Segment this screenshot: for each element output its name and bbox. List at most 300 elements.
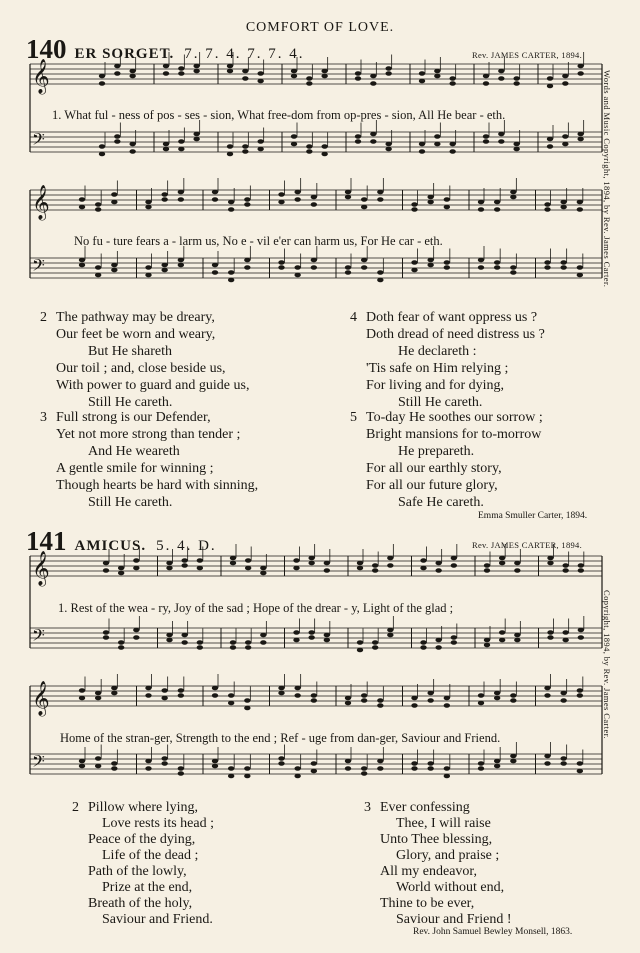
note-head [324, 568, 330, 573]
note-head [244, 766, 250, 771]
copyright-notice: Copyright, 1894, by Rev. James Carter. [602, 590, 612, 739]
note-head [510, 190, 516, 195]
verse-line: But He shareth [88, 344, 172, 359]
note-head [385, 66, 391, 71]
note-head [544, 761, 550, 766]
note-head [133, 628, 139, 633]
note-head [544, 207, 550, 212]
verse-line: For all our future glory, [366, 478, 498, 493]
note-head [181, 558, 187, 563]
note-head [227, 144, 233, 149]
note-head [544, 260, 550, 265]
verse-line: For all our earthly story, [366, 461, 502, 476]
note-head [377, 270, 383, 275]
note-head [419, 79, 425, 84]
note-head [111, 268, 117, 273]
note-head [161, 696, 167, 701]
note-head [163, 64, 169, 69]
note-head [510, 759, 516, 764]
note-head [484, 563, 490, 568]
note-head [79, 764, 85, 769]
note-head [547, 144, 553, 149]
note-head [377, 703, 383, 708]
note-head [166, 566, 172, 571]
verse-line: Unto Thee blessing, [380, 832, 493, 847]
verse-line: A gentle smile for winning ; [56, 461, 214, 476]
note-head [260, 571, 266, 576]
note-head [242, 76, 248, 81]
note-head [95, 273, 101, 278]
note-head [193, 132, 199, 137]
note-head [178, 688, 184, 693]
note-head [411, 260, 417, 265]
note-head [451, 563, 457, 568]
note-head [197, 558, 203, 563]
verse-number: 2 [40, 310, 47, 325]
lyrics-line: 1. Rest of the wea - ry, Joy of the sad ; Hope of the drear - y, Light of the glad ; [58, 601, 454, 615]
note-head [355, 71, 361, 76]
note-head [129, 74, 135, 79]
note-head [181, 640, 187, 645]
note-head [494, 764, 500, 769]
note-head [494, 265, 500, 270]
note-head [228, 270, 234, 275]
note-head [577, 64, 583, 69]
note-head [145, 686, 151, 691]
verse-line: And He weareth [88, 444, 180, 459]
note-head [79, 258, 85, 263]
note-head [560, 205, 566, 210]
note-head [377, 190, 383, 195]
note-head [560, 691, 566, 696]
note-head [291, 74, 297, 79]
composer-credit: Rev. JAMES CARTER, 1894. [472, 50, 583, 60]
note-head [562, 81, 568, 86]
note-head [306, 76, 312, 81]
note-head [99, 152, 105, 157]
note-head [361, 698, 367, 703]
note-head [478, 701, 484, 706]
note-head [377, 759, 383, 764]
verse-number: 5 [350, 410, 357, 425]
note-head [244, 258, 250, 263]
note-head [114, 139, 120, 144]
note-head [372, 640, 378, 645]
note-head [427, 691, 433, 696]
verse-line: Our feet be worn and weary, [56, 327, 216, 342]
note-head [345, 195, 351, 200]
note-head [494, 260, 500, 265]
note-head [577, 273, 583, 278]
note-head [494, 691, 500, 696]
note-head [228, 278, 234, 283]
note-head [514, 568, 520, 573]
note-head [547, 76, 553, 81]
note-head [95, 691, 101, 696]
note-head [129, 149, 135, 154]
note-head [244, 706, 250, 711]
note-head [103, 561, 109, 566]
note-head [385, 147, 391, 152]
note-head [577, 137, 583, 142]
verse-line: Doth fear of want oppress us ? [366, 310, 538, 325]
note-head [478, 258, 484, 263]
note-head [166, 561, 172, 566]
note-head [483, 81, 489, 86]
note-head [145, 200, 151, 205]
note-head [103, 568, 109, 573]
note-head [228, 693, 234, 698]
note-head [114, 134, 120, 139]
note-head [355, 134, 361, 139]
note-head [370, 81, 376, 86]
note-head [578, 628, 584, 633]
note-head [419, 71, 425, 76]
note-head [245, 640, 251, 645]
note-head [278, 761, 284, 766]
note-head [163, 147, 169, 152]
note-head [444, 265, 450, 270]
note-head [577, 688, 583, 693]
note-head [514, 633, 520, 638]
note-head [444, 696, 450, 701]
note-head [257, 147, 263, 152]
note-head [372, 645, 378, 650]
note-head [544, 693, 550, 698]
note-head [345, 696, 351, 701]
verse-line: Yet not more strong than tender ; [56, 427, 241, 442]
note-head [361, 771, 367, 776]
note-head [562, 638, 568, 643]
note-head [95, 696, 101, 701]
note-head [111, 192, 117, 197]
note-head [228, 200, 234, 205]
note-head [513, 81, 519, 86]
verse-block-right [364, 800, 604, 935]
note-head [294, 197, 300, 202]
note-head [420, 566, 426, 571]
note-head [306, 144, 312, 149]
note-head [244, 197, 250, 202]
note-head [178, 197, 184, 202]
note-head [193, 64, 199, 69]
note-head [278, 756, 284, 761]
note-head [370, 132, 376, 137]
note-head [434, 74, 440, 79]
note-head [427, 761, 433, 766]
note-head [161, 268, 167, 273]
note-head [361, 197, 367, 202]
note-head [321, 144, 327, 149]
note-head [230, 645, 236, 650]
note-head [578, 563, 584, 568]
hymn-number: 140 [26, 34, 67, 64]
hymn-number: 141 [26, 526, 67, 556]
note-head [133, 566, 139, 571]
note-head [294, 774, 300, 779]
note-head [577, 265, 583, 270]
verse-line: Glory, and praise ; [396, 848, 500, 863]
treble-clef-icon: 𝄞 [32, 551, 50, 586]
bass-clef-icon: 𝄢 [32, 129, 45, 153]
tune-name: ER SORGET. [74, 46, 175, 62]
hymn-141-header [26, 526, 217, 554]
note-head [562, 142, 568, 147]
note-head [293, 630, 299, 635]
verse-block-right [350, 310, 610, 510]
note-head [355, 139, 361, 144]
note-head [478, 207, 484, 212]
verse-number: 2 [72, 800, 79, 815]
note-head [478, 761, 484, 766]
note-head [494, 207, 500, 212]
note-head [244, 202, 250, 207]
verse-line: Doth dread of need distress us ? [366, 327, 545, 342]
note-head [79, 197, 85, 202]
note-head [242, 149, 248, 154]
note-head [498, 132, 504, 137]
note-head [181, 633, 187, 638]
note-head [361, 766, 367, 771]
verse-number: 3 [40, 410, 47, 425]
note-head [245, 645, 251, 650]
note-head [294, 766, 300, 771]
note-head [345, 190, 351, 195]
note-head [95, 207, 101, 212]
note-head [114, 71, 120, 76]
note-head [111, 691, 117, 696]
note-head [293, 638, 299, 643]
note-head [161, 688, 167, 693]
note-head [451, 635, 457, 640]
note-head [161, 192, 167, 197]
note-head [547, 556, 553, 561]
note-head [434, 69, 440, 74]
verse-line: Though hearts be hard with sinning, [56, 478, 259, 493]
note-head [212, 263, 218, 268]
verse-line: Love rests its head ; [102, 816, 214, 831]
note-head [411, 207, 417, 212]
note-head [420, 645, 426, 650]
meter: 5. 4. D. [156, 538, 217, 554]
note-head [345, 270, 351, 275]
verse-line: He declareth : [398, 344, 477, 359]
note-head [577, 769, 583, 774]
note-head [242, 69, 248, 74]
note-head [577, 132, 583, 137]
note-head [118, 566, 124, 571]
verse-line: Peace of the dying, [88, 832, 196, 847]
note-head [484, 568, 490, 573]
note-head [387, 563, 393, 568]
note-head [212, 197, 218, 202]
note-head [321, 74, 327, 79]
note-head [361, 258, 367, 263]
note-head [435, 645, 441, 650]
note-head [484, 643, 490, 648]
note-head [99, 74, 105, 79]
note-head [372, 563, 378, 568]
note-head [227, 69, 233, 74]
note-head [387, 633, 393, 638]
note-head [427, 258, 433, 263]
note-head [79, 205, 85, 210]
note-head [257, 71, 263, 76]
verse-line: The pathway may be dreary, [56, 310, 215, 325]
note-head [510, 698, 516, 703]
note-head [483, 134, 489, 139]
note-head [411, 761, 417, 766]
verse-line: Still He careth. [88, 495, 173, 510]
note-head [161, 263, 167, 268]
note-head [99, 81, 105, 86]
running-head: COMFORT OF LOVE. [245, 20, 395, 35]
note-head [547, 561, 553, 566]
note-head [178, 66, 184, 71]
note-head [324, 638, 330, 643]
note-head [560, 200, 566, 205]
note-head [544, 686, 550, 691]
note-head [513, 142, 519, 147]
note-head [577, 693, 583, 698]
note-head [212, 693, 218, 698]
note-head [278, 691, 284, 696]
note-head [577, 71, 583, 76]
note-head [178, 263, 184, 268]
note-head [357, 566, 363, 571]
note-head [449, 81, 455, 86]
note-head [578, 635, 584, 640]
note-head [245, 566, 251, 571]
note-head [79, 759, 85, 764]
note-head [427, 698, 433, 703]
note-head [260, 566, 266, 571]
verse-line: World without end, [396, 880, 505, 895]
note-head [294, 265, 300, 270]
note-head [361, 265, 367, 270]
bass-clef-icon: 𝄢 [32, 255, 45, 279]
verse-line: Prize at the end, [102, 880, 193, 895]
note-head [166, 633, 172, 638]
verse-number: 3 [364, 800, 371, 815]
note-head [483, 139, 489, 144]
note-head [449, 76, 455, 81]
note-head [478, 693, 484, 698]
verse-line: Safe He careth. [398, 495, 484, 510]
note-head [361, 693, 367, 698]
note-head [212, 764, 218, 769]
verse-block-left [72, 800, 332, 935]
note-head [244, 265, 250, 270]
note-head [483, 74, 489, 79]
note-head [562, 568, 568, 573]
meter: 7. 7. 4. 7. 7. 4. [184, 46, 305, 62]
note-head [377, 197, 383, 202]
note-head [427, 195, 433, 200]
note-head [311, 258, 317, 263]
note-head [451, 556, 457, 561]
note-head [278, 686, 284, 691]
note-head [306, 149, 312, 154]
note-head [178, 771, 184, 776]
note-head [494, 759, 500, 764]
note-head [427, 263, 433, 268]
note-head [227, 152, 233, 157]
note-head [357, 640, 363, 645]
verse-line: Thee, I will raise [396, 816, 491, 831]
note-head [562, 563, 568, 568]
note-head [212, 759, 218, 764]
note-head [178, 693, 184, 698]
note-head [311, 698, 317, 703]
note-head [324, 633, 330, 638]
verse-line: To-day He soothes our sorrow ; [366, 410, 543, 425]
note-head [510, 195, 516, 200]
note-head [345, 701, 351, 706]
note-head [291, 134, 297, 139]
note-head [444, 774, 450, 779]
note-head [377, 698, 383, 703]
note-head [499, 561, 505, 566]
verse-line: 'Tis safe on Him relying ; [366, 361, 509, 376]
note-head [212, 190, 218, 195]
verse-line: Saviour and Friend. [102, 912, 213, 927]
note-head [547, 635, 553, 640]
note-head [133, 635, 139, 640]
note-head [435, 568, 441, 573]
note-head [260, 640, 266, 645]
note-head [510, 265, 516, 270]
note-head [420, 558, 426, 563]
note-head [293, 566, 299, 571]
note-head [562, 630, 568, 635]
note-head [478, 766, 484, 771]
note-head [419, 142, 425, 147]
note-head [498, 139, 504, 144]
note-head [499, 638, 505, 643]
note-head [499, 556, 505, 561]
note-head [444, 260, 450, 265]
bass-clef-icon: 𝄢 [32, 751, 45, 775]
verse-line: Life of the dead ; [102, 848, 199, 863]
note-head [95, 764, 101, 769]
note-head [145, 693, 151, 698]
note-head [178, 258, 184, 263]
note-head [547, 630, 553, 635]
note-head [260, 633, 266, 638]
note-head [244, 698, 250, 703]
note-head [230, 556, 236, 561]
note-head [385, 142, 391, 147]
note-head [291, 69, 297, 74]
note-head [361, 205, 367, 210]
note-head [478, 265, 484, 270]
note-head [178, 71, 184, 76]
note-head [311, 202, 317, 207]
note-head [178, 190, 184, 195]
note-head [308, 556, 314, 561]
note-head [510, 270, 516, 275]
author-credit: Rev. John Samuel Bewley Monsell, 1863. [413, 927, 573, 937]
note-head [499, 630, 505, 635]
note-head [560, 698, 566, 703]
note-head [111, 263, 117, 268]
note-head [197, 640, 203, 645]
composer-credit: Rev. JAMES CARTER, 1894. [472, 540, 583, 550]
note-head [294, 686, 300, 691]
copyright-notice: Words and Music Copyright, 1894, by Rev. James Carter. [602, 70, 612, 288]
verse-line: Path of the lowly, [88, 864, 187, 879]
